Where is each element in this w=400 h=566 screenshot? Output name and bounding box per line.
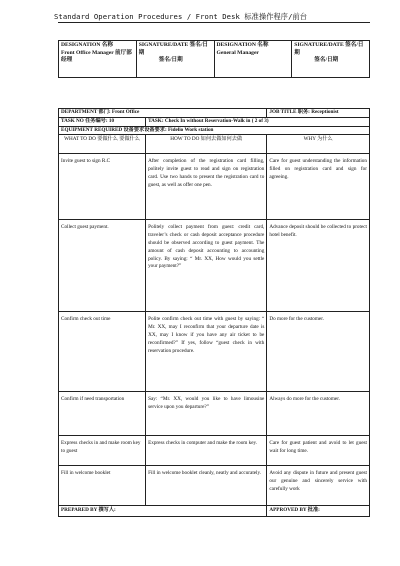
column-header-how: HOW TO DO 如何去做如何去做 bbox=[146, 135, 267, 154]
page-header: Standard Operation Procedures / Front Desk 标准操作程序/前台 bbox=[54, 12, 308, 21]
prepared-by-cell: PREPARED BY 撰写人: bbox=[59, 506, 267, 517]
header-rule bbox=[58, 22, 370, 23]
row-what: Express checks in and make room key to guest bbox=[59, 436, 146, 466]
row-what: Collect guest payment. bbox=[59, 220, 146, 312]
column-header-what: WHAT TO DO 要做什么 要做什么 bbox=[59, 135, 146, 154]
row-how: Say: “Mr. XX, would you like to have limousine service upon you departure?” bbox=[146, 392, 267, 436]
row-how: Express checks in computer and make the room key. bbox=[146, 436, 267, 466]
row-why: Do more for the customer. bbox=[267, 312, 370, 392]
designation-cell-1 bbox=[59, 41, 137, 78]
approved-by-cell: APPROVED BY 批准: bbox=[267, 506, 370, 517]
row-why: Always do more for the customer. bbox=[267, 392, 370, 436]
row-what: Confirm if need transportation bbox=[59, 392, 146, 436]
signature-label-1: SIGNATURE/DATE 签名/日期 bbox=[138, 42, 209, 56]
row-why: Advance deposit should be collected to protect hotel benefit. bbox=[267, 220, 370, 312]
table-row bbox=[59, 466, 370, 506]
department-cell: DEPARTMENT 部门: Front Office bbox=[59, 109, 267, 118]
signature-table bbox=[58, 40, 370, 78]
designation-value-2: General Manager bbox=[216, 49, 259, 56]
designation-label-1: DESIGNATION 名称 bbox=[61, 42, 113, 48]
row-how: After completion of the registration card filling, politely invite guest to read and sign on registration card. Use two hands to present the registration card to guest, as well as offer one pen. bbox=[146, 154, 267, 220]
column-header-why: WHY 为什么 bbox=[267, 135, 370, 154]
table-row bbox=[59, 436, 370, 466]
row-why: Avoid any dispute in future and present guest our genuine and sincerely service with carefully work bbox=[267, 466, 370, 506]
row-what: Invite guest to sign R.C bbox=[59, 154, 146, 220]
equipment-cell: EQUIPMENT REQUIRED 设备要求设备要求: Fidelio Work station bbox=[59, 126, 370, 135]
job-title-cell: JOB TITLE 职务: Receptionist bbox=[267, 109, 370, 118]
designation-cell-2 bbox=[214, 41, 292, 78]
table-row bbox=[59, 392, 370, 436]
table-row bbox=[59, 220, 370, 312]
task-cell: TASK: Check In without Reservation-Walk in ( 2 of 3) bbox=[146, 117, 370, 126]
row-what: Fill in welcome booklet bbox=[59, 466, 146, 506]
row-why: Care for guest patient and avoid to let guest wait for long time. bbox=[267, 436, 370, 466]
signature-label-1b: 签名/日期 bbox=[158, 57, 183, 64]
signature-label-2b: 签名/日期 bbox=[314, 57, 339, 64]
row-how: Fill in welcome booklet cleanly, neatly and accurately. bbox=[146, 466, 267, 506]
signature-cell-2 bbox=[292, 41, 370, 78]
row-how: Polite confirm check out time with guest by saying: “ Mr. XX, may I reconfirm that your departure date is XX, may I know if you have any air ticket to be reconfirmed?” If yes, follow “guest check in with reservation procedure. bbox=[146, 312, 267, 392]
sop-table bbox=[58, 108, 370, 517]
row-how: Politely collect payment from guest: credit card, traveler’s check or cash deposit acceptance procedure should be observed according to guest payment. The amount of cash deposit accounting to accounting policy. By saying: “ Mr. XX, How would you settle your payment?” bbox=[146, 220, 267, 312]
designation-value-1: Front Office Manager 前厅部经理 bbox=[61, 49, 132, 64]
row-what: Confirm check out time bbox=[59, 312, 146, 392]
table-row bbox=[59, 154, 370, 220]
signature-cell-1 bbox=[136, 41, 214, 78]
row-why: Care for guest understanding the information filled on registration card and sign for agreeing. bbox=[267, 154, 370, 220]
task-no-cell: TASK NO 任务编号: 10 bbox=[59, 117, 146, 126]
designation-label-2: DESIGNATION 名称 bbox=[216, 42, 269, 48]
table-row bbox=[59, 312, 370, 392]
signature-label-2: SIGNATURE/DATE 签名/日期 bbox=[294, 42, 364, 56]
